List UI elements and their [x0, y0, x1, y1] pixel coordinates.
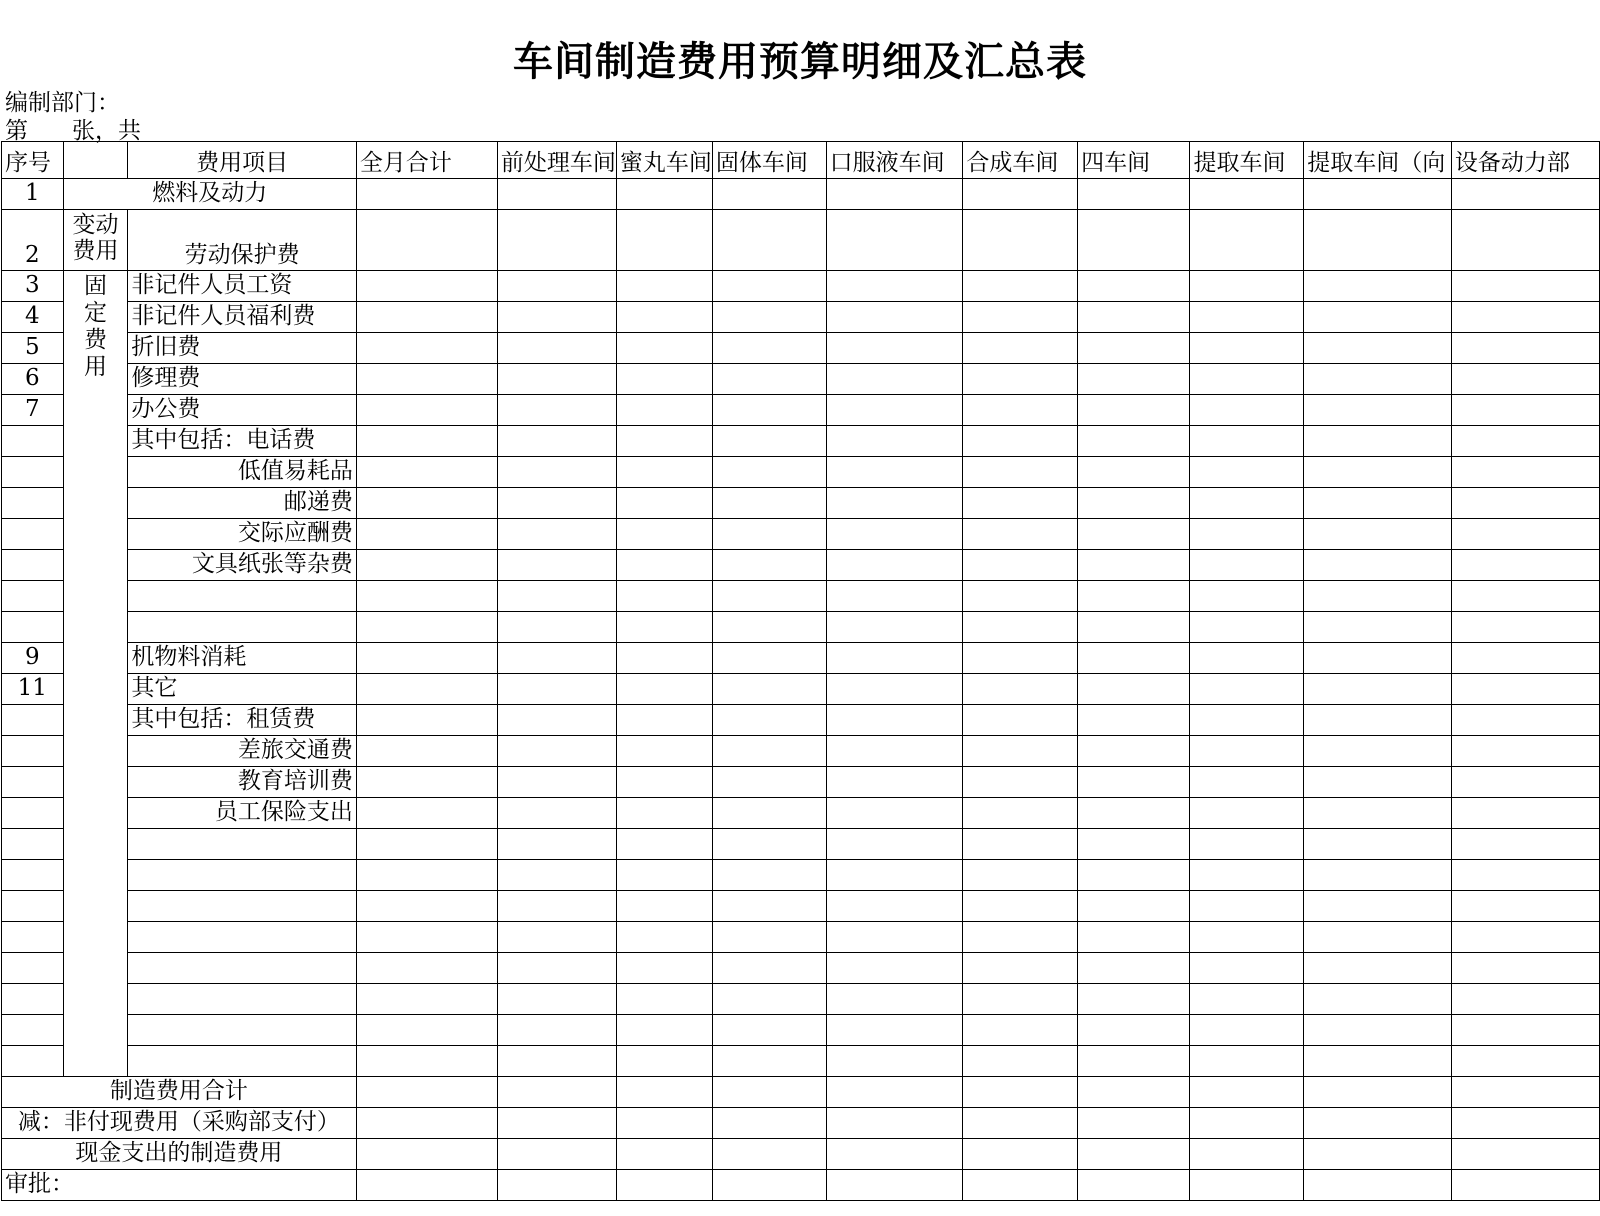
table-row [2, 488, 1600, 519]
row-item: 劳动保护费 [128, 210, 356, 271]
table-row [2, 364, 1600, 395]
empty-row [2, 860, 1600, 891]
table-row [2, 643, 1600, 674]
row-item: 交际应酬费 [128, 519, 356, 550]
row-item: 教育培训费 [128, 767, 356, 798]
table-row [2, 210, 1600, 271]
header-cell: 费用项目 [128, 142, 356, 179]
cash-row [2, 1139, 1600, 1170]
table-row [2, 612, 1600, 643]
header-cell: 全月合计 [356, 142, 497, 179]
header-cell: 蜜丸车间 [616, 142, 712, 179]
department-label: 编制部门： [5, 90, 120, 116]
row-number: 9 [2, 643, 64, 674]
header-cell: 合成车间 [963, 142, 1078, 179]
table-row [2, 581, 1600, 612]
approve-label: 审批： [2, 1170, 357, 1201]
table-row [2, 736, 1600, 767]
category-fixed: 固定费用 [63, 271, 128, 1077]
row-number [2, 581, 64, 612]
empty-row [2, 891, 1600, 922]
row-item: 修理费 [128, 364, 356, 395]
row-item: 差旅交通费 [128, 736, 356, 767]
header-cell: 提取车间 [1190, 142, 1304, 179]
page-label-a: 第 [5, 118, 28, 144]
header-cell [63, 142, 128, 179]
row-item: 燃料及动力 [63, 179, 356, 210]
table-row [2, 426, 1600, 457]
row-item: 非记件人员福利费 [128, 302, 356, 333]
table-row [2, 550, 1600, 581]
row-number [2, 488, 64, 519]
table-row [2, 705, 1600, 736]
header-cell: 口服液车间 [826, 142, 963, 179]
table-row [2, 271, 1600, 302]
page-label-b: 张，共 [72, 118, 141, 144]
empty-row [2, 1046, 1600, 1077]
budget-table [1, 141, 1600, 1201]
row-number: 2 [2, 210, 64, 271]
header-cell: 设备动力部 [1451, 142, 1599, 179]
approve-row [2, 1170, 1600, 1201]
table-row [2, 179, 1600, 210]
row-number [2, 612, 64, 643]
row-number: 1 [2, 179, 64, 210]
table-row [2, 333, 1600, 364]
header-cell: 序号 [2, 142, 64, 179]
header-cell: 前处理车间 [497, 142, 616, 179]
row-number: 6 [2, 364, 64, 395]
row-number [2, 798, 64, 829]
row-number: 11 [2, 674, 64, 705]
row-item [128, 581, 356, 612]
total-row [2, 1077, 1600, 1108]
row-number [2, 705, 64, 736]
table-row [2, 798, 1600, 829]
row-number [2, 550, 64, 581]
row-number: 7 [2, 395, 64, 426]
table-row [2, 767, 1600, 798]
empty-row [2, 1015, 1600, 1046]
table-row [2, 519, 1600, 550]
table-row [2, 395, 1600, 426]
empty-row [2, 984, 1600, 1015]
row-number: 5 [2, 333, 64, 364]
header-cell: 固体车间 [712, 142, 826, 179]
row-item [128, 612, 356, 643]
header-cell: 提取车间（向 [1304, 142, 1452, 179]
row-item: 办公费 [128, 395, 356, 426]
row-number [2, 426, 64, 457]
row-item: 邮递费 [128, 488, 356, 519]
less-row [2, 1108, 1600, 1139]
header-cell: 四车间 [1078, 142, 1190, 179]
row-number: 3 [2, 271, 64, 302]
table-row [2, 302, 1600, 333]
total-label: 制造费用合计 [2, 1077, 357, 1108]
row-number: 4 [2, 302, 64, 333]
empty-row [2, 922, 1600, 953]
page-title: 车间制造费用预算明细及汇总表 [513, 38, 1087, 85]
row-item: 其它 [128, 674, 356, 705]
row-item: 文具纸张等杂费 [128, 550, 356, 581]
category-variable: 变动费用 [63, 210, 128, 271]
row-number [2, 457, 64, 488]
row-number [2, 767, 64, 798]
header-row [2, 142, 1600, 179]
table-row [2, 674, 1600, 705]
row-number [2, 736, 64, 767]
row-number [2, 519, 64, 550]
row-item: 员工保险支出 [128, 798, 356, 829]
row-item: 机物料消耗 [128, 643, 356, 674]
row-item: 折旧费 [128, 333, 356, 364]
row-item: 其中包括：租赁费 [128, 705, 356, 736]
row-item: 其中包括：电话费 [128, 426, 356, 457]
empty-row [2, 953, 1600, 984]
less-label: 减：非付现费用（采购部支付） [2, 1108, 357, 1139]
empty-row [2, 829, 1600, 860]
cash-label: 现金支出的制造费用 [2, 1139, 357, 1170]
table-row [2, 457, 1600, 488]
row-item: 非记件人员工资 [128, 271, 356, 302]
row-item: 低值易耗品 [128, 457, 356, 488]
